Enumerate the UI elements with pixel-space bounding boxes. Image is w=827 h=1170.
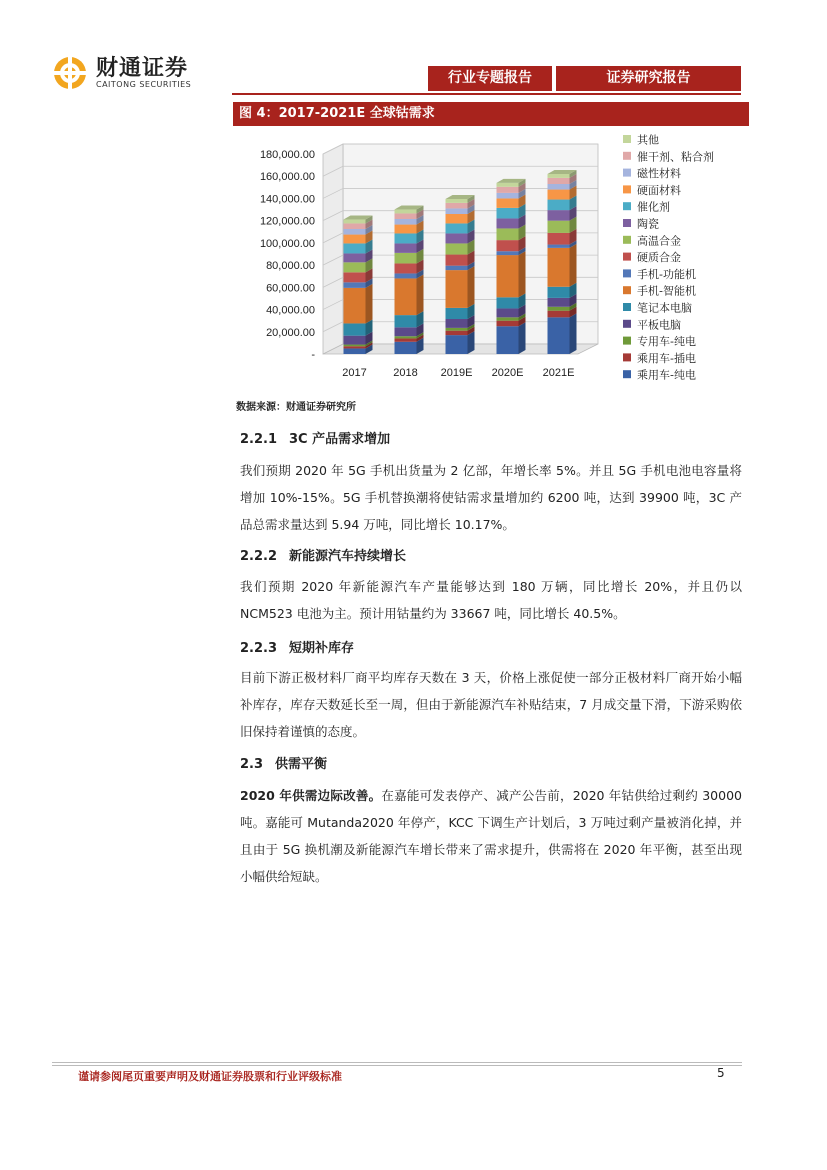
bar-segment — [395, 253, 417, 264]
bar-segment — [395, 336, 417, 338]
y-tick-label: 20,000.00 — [266, 326, 315, 339]
bar-segment — [548, 307, 570, 311]
bar-segment — [446, 266, 468, 270]
bar-segment — [344, 220, 366, 224]
bar-segment — [548, 248, 570, 287]
paragraph: 我们预期 2020 年新能源汽车产量能够达到 180 万辆，同比增长 20%，并且仍以 NCM523 电池为主。预计用钴量约为 33667 吨，同比增长 40.5%。 — [240, 579, 742, 621]
bar-segment — [395, 273, 417, 278]
legend-swatch — [623, 337, 631, 345]
y-tick-label: 60,000.00 — [266, 282, 315, 295]
x-tick-label: 2019E — [440, 367, 473, 379]
bar-segment — [548, 233, 570, 245]
bar-segment — [446, 243, 468, 254]
bar-segment — [446, 328, 468, 331]
legend-label: 硬面材料 — [637, 183, 681, 197]
bar-segment — [446, 335, 468, 354]
bar-segment — [497, 240, 519, 251]
legend-swatch — [623, 152, 631, 160]
legend-label: 手机-智能机 — [637, 284, 696, 298]
legend-label: 手机-功能机 — [637, 267, 696, 281]
cobalt-demand-chart — [233, 128, 749, 394]
legend-label: 其他 — [637, 133, 659, 147]
x-tick-label: 2017 — [342, 367, 367, 379]
bar-segment — [497, 317, 519, 320]
bar-segment — [344, 348, 366, 354]
section-heading — [240, 753, 327, 772]
y-tick-label: 100,000.00 — [259, 237, 315, 250]
legend-swatch — [623, 320, 631, 328]
bar-segment — [446, 208, 468, 214]
legend-swatch — [623, 303, 631, 311]
legend-label: 高温合金 — [637, 234, 681, 248]
bar-segment — [497, 308, 519, 317]
bar-segment — [548, 317, 570, 354]
x-tick-label: 2020E — [491, 367, 524, 379]
paragraph: 我们预期 2020 年 5G 手机出货量为 2 亿部，年增长率 5%。并且 5G 手机电池电容量将增加 10%-15%。5G 手机替换潮将使钴需求量增加约 6200 吨，达到 39900 吨，3C 产品总需求量达到 5.94 万吨，同比增长 10.17%。 — [240, 463, 742, 532]
footer-divider — [52, 1062, 742, 1063]
bar-segment — [497, 255, 519, 297]
bar-segment-side — [417, 274, 424, 315]
bar-segment — [446, 203, 468, 209]
bar-segment — [497, 187, 519, 193]
bar-segment — [395, 233, 417, 243]
bar-segment — [344, 262, 366, 272]
legend-label: 乘用车-插电 — [637, 351, 696, 365]
bar-segment-side — [468, 331, 475, 354]
bar-segment-side — [570, 313, 577, 354]
bar-segment — [395, 210, 417, 214]
bar-segment — [395, 213, 417, 219]
legend-label: 磁性材料 — [637, 167, 681, 181]
bar-segment-side — [366, 284, 373, 324]
section-title: 短期补库存 — [289, 641, 355, 656]
bar-segment — [344, 229, 366, 235]
bar-segment — [344, 336, 366, 345]
bar-segment — [497, 208, 519, 219]
legend-swatch — [623, 353, 631, 361]
bar-segment — [548, 287, 570, 298]
bar-segment — [344, 253, 366, 262]
bar-segment — [344, 235, 366, 244]
legend-label: 专用车-纯电 — [637, 335, 696, 349]
paragraph-lead: 2020 年供需边际改善。 — [240, 788, 382, 803]
legend-swatch — [623, 286, 631, 294]
legend-swatch — [623, 202, 631, 210]
section-title: 3C 产品需求增加 — [289, 432, 391, 447]
y-tick-label: 80,000.00 — [266, 260, 315, 273]
x-tick-label: 2018 — [393, 367, 418, 379]
bar-segment — [395, 278, 417, 315]
bar-segment — [395, 338, 417, 341]
bar-segment — [497, 193, 519, 199]
caitong-logo-icon — [52, 55, 88, 91]
bar-segment — [548, 221, 570, 233]
section-title: 新能源汽车持续增长 — [289, 549, 407, 564]
figure-title: 图 4：2017-2021E 全球钴需求 — [233, 102, 749, 126]
bar-segment — [446, 233, 468, 243]
section-number: 2.2.1 — [240, 432, 278, 447]
bar-segment — [344, 346, 366, 348]
bar-segment — [548, 245, 570, 248]
chart-side-wall — [323, 144, 343, 354]
paragraph — [240, 782, 742, 890]
bar-segment — [446, 223, 468, 233]
legend-label: 笔记本电脑 — [637, 301, 692, 315]
bar-segment-side — [468, 266, 475, 308]
bar-segment — [344, 345, 366, 347]
logo-name-en: CAITONG SECURITIES — [96, 80, 192, 89]
legend-swatch — [623, 236, 631, 244]
bar-segment — [548, 184, 570, 190]
bar-segment — [446, 255, 468, 266]
bar-segment — [548, 190, 570, 200]
legend-swatch — [623, 219, 631, 227]
bar-segment — [395, 243, 417, 252]
bar-segment — [395, 315, 417, 327]
y-tick-label: 160,000.00 — [259, 171, 315, 184]
logo-name-cn: 财通证券 — [96, 55, 189, 81]
bar-segment — [395, 327, 417, 336]
bar-segment-side — [570, 244, 577, 287]
section-number: 2.2.2 — [240, 549, 278, 564]
paragraph-body: 在嘉能可发表停产、减产公告前，2020 年钴供给过剩约 30000 吨。嘉能可 Mutanda2020 年停产，KCC 下调生产计划后，3 万吨过剩产量被消化掉，并且由于 5G 换机潮及新能源汽车增长带来了需求提升，供需将在 2020 年平衡，甚至出现小幅供给短缺。 — [240, 788, 742, 884]
bar-segment — [497, 198, 519, 207]
section-title: 供需平衡 — [275, 757, 328, 772]
bar-segment — [344, 282, 366, 288]
bar-segment — [497, 218, 519, 228]
y-tick-label: 140,000.00 — [259, 193, 315, 206]
bar-segment — [497, 326, 519, 354]
legend-label: 平板电脑 — [637, 318, 681, 332]
bar-segment — [497, 297, 519, 308]
legend-swatch — [623, 185, 631, 193]
legend-swatch — [623, 253, 631, 261]
legend-swatch — [623, 370, 631, 378]
footer-divider — [52, 1065, 742, 1066]
legend-label: 催化剂 — [637, 200, 670, 214]
report-category-label: 证券研究报告 — [556, 66, 741, 91]
bar-segment — [395, 219, 417, 225]
legend-label: 硬质合金 — [637, 251, 681, 265]
legend-swatch — [623, 135, 631, 143]
figure-source: 数据来源：财通证券研究所 — [236, 402, 356, 413]
page-number: 5 — [717, 1066, 725, 1080]
report-type-label: 行业专题报告 — [428, 66, 552, 91]
legend-label: 催干剂、粘合剂 — [637, 150, 714, 164]
bar-segment — [395, 263, 417, 273]
bar-segment — [344, 223, 366, 229]
bar-segment — [446, 319, 468, 328]
bar-segment — [446, 199, 468, 203]
bar-segment — [548, 311, 570, 318]
header-divider — [232, 93, 741, 95]
bar-segment — [497, 251, 519, 255]
bar-segment — [344, 272, 366, 282]
footer-disclaimer: 谨请参阅尾页重要声明及财通证券股票和行业评级标准 — [78, 1070, 342, 1083]
legend-swatch — [623, 269, 631, 277]
bar-segment — [446, 308, 468, 319]
bar-segment — [497, 228, 519, 240]
bar-segment — [395, 225, 417, 234]
bar-segment — [548, 174, 570, 178]
y-tick-label: 120,000.00 — [259, 215, 315, 228]
legend-label: 陶瓷 — [637, 217, 659, 231]
section-heading — [240, 637, 354, 656]
bar-segment — [344, 323, 366, 335]
header-tabs — [428, 66, 741, 91]
bar-segment-side — [519, 251, 526, 297]
bar-segment — [548, 210, 570, 221]
bar-segment — [497, 183, 519, 187]
bar-segment — [446, 270, 468, 308]
bar-segment-side — [519, 322, 526, 354]
bar-segment — [497, 321, 519, 327]
section-heading — [240, 545, 406, 564]
x-tick-label: 2021E — [542, 367, 575, 379]
bar-segment — [548, 298, 570, 307]
bar-segment — [344, 288, 366, 324]
bar-segment — [446, 214, 468, 223]
bar-segment — [344, 243, 366, 253]
y-tick-label: - — [311, 349, 315, 361]
section-number: 2.3 — [240, 757, 264, 772]
section-number: 2.2.3 — [240, 641, 278, 656]
company-logo — [52, 55, 191, 91]
y-tick-label: 40,000.00 — [266, 304, 315, 317]
section-heading — [240, 428, 390, 447]
y-tick-label: 180,000.00 — [259, 149, 315, 161]
bar-segment — [548, 200, 570, 211]
paragraph: 目前下游正极材料厂商平均库存天数在 3 天，价格上涨促使一部分正极材料厂商开始小幅补库存，库存天数延长至一周，但由于新能源汽车补贴结束，7 月成交量下滑，下游采购依旧保持着谨慎的态度。 — [240, 670, 742, 739]
legend-swatch — [623, 169, 631, 177]
bar-segment — [446, 331, 468, 335]
legend-label: 乘用车-纯电 — [637, 368, 696, 382]
bar-segment — [548, 178, 570, 184]
bar-segment — [395, 342, 417, 354]
